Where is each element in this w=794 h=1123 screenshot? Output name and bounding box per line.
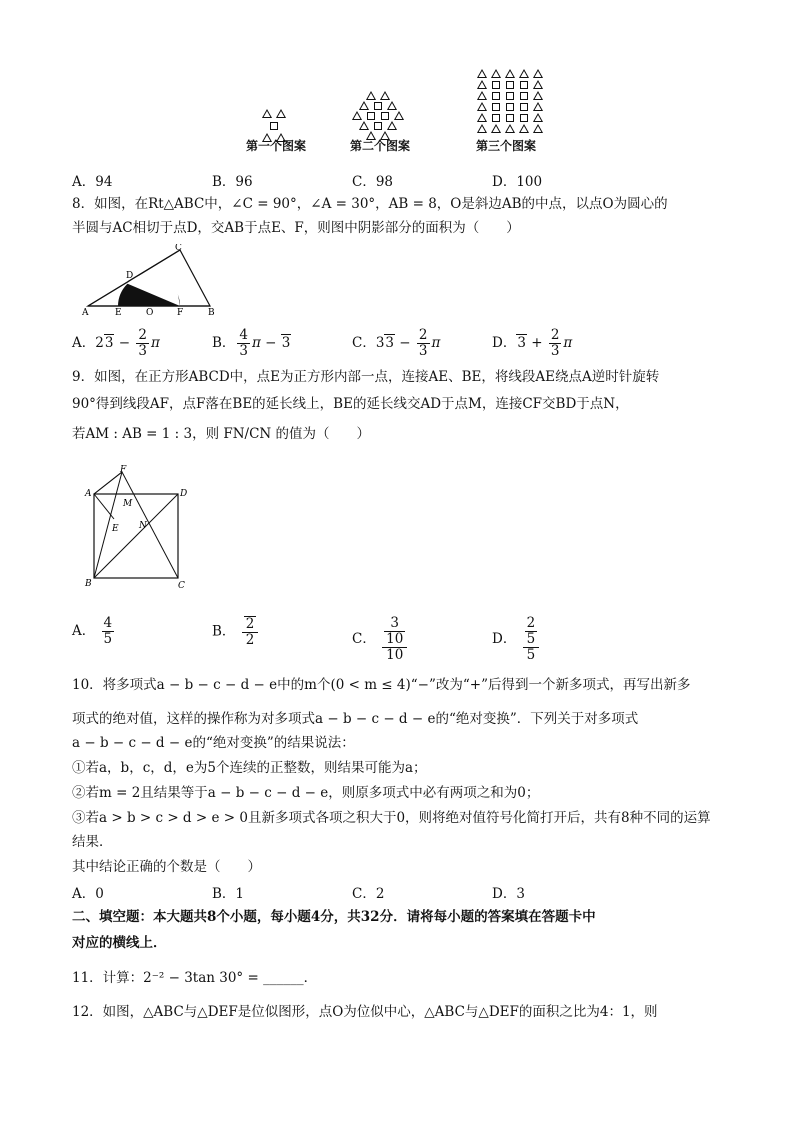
q8-label-d: D — [126, 271, 134, 281]
q8-label-b: B — [208, 308, 215, 316]
q7-option-d: D．100 — [492, 174, 543, 190]
q10-stem-line2: 项式的绝对值，这样的操作称为对多项式a − b − c − d − e的“绝对变换”．下列关于对多项式 — [72, 711, 639, 727]
q10-question: 其中结论正确的个数是（ ） — [72, 859, 261, 875]
q10-option-a: A．0 — [72, 886, 104, 902]
q9-label-d: D — [180, 489, 188, 499]
q8-option-c: C．33 − $\frac{2}{3}$ π — [352, 327, 441, 359]
q8-label-f: F — [177, 308, 184, 316]
q7-option-a: A．94 — [72, 174, 113, 190]
pattern-2 — [353, 92, 403, 140]
q9-label-m: M — [123, 499, 133, 509]
section2-heading-line1: 二、填空题：本大题共8个小题，每小题4分，共32分．请将每小题的答案填在答题卡中 — [72, 909, 596, 925]
q8-stem-line2: 半圆与AC相切于点D，交AB于点E、F，则图中阴影部分的面积为（ ） — [72, 220, 520, 236]
q8-stem-line1: 8．如图，在Rt△ABC中，∠C = 90°，∠A = 30°，AB = 8，O是斜边AB的中点，以点O为圆心的 — [72, 196, 668, 212]
q9-label-e: E — [112, 524, 119, 534]
q12-text: 12．如图，△ABC与△DEF是位似图形，点O为位似中心，△ABC与△DEF的面积之比为4：1，则 — [72, 1004, 658, 1020]
q10-stem-line3: a − b − c − d − e的“绝对变换”的结果说法： — [72, 735, 355, 751]
pattern-3 — [478, 70, 542, 133]
q8-option-d: D．3 + $\frac{2}{3}$ π — [492, 327, 573, 359]
pattern-label-3: 第三个图案 — [476, 139, 537, 153]
q9-option-b: B． $\frac{2}{2}$ — [212, 616, 260, 648]
q10-statement-1: ①若a，b，c，d，e为5个连续的正整数，则结果可能为a； — [72, 760, 427, 776]
q9-label-n: N — [139, 521, 147, 531]
q10-option-c: C．2 — [352, 886, 385, 902]
q9-label-b: B — [85, 579, 92, 589]
q10-statement-3b: 结果． — [72, 834, 113, 850]
q11-text: 11．计算：2⁻² − 3tan 30° = ______． — [72, 970, 318, 986]
q8-label-o: O — [146, 308, 154, 316]
q10-option-d: D．3 — [492, 886, 525, 902]
q9-option-c: C． 3 10 10 — [352, 616, 409, 663]
q9-option-a: A． $\frac{4}{5}$ — [72, 615, 113, 647]
q8-label-a: A — [82, 308, 89, 316]
q7-option-c: C．98 — [352, 174, 394, 190]
q8-option-b: B． $\frac{4}{3}$ π − 3 — [212, 327, 291, 359]
q9-stem-line3: 若AM : AB = 1 : 3，则 FN/CN 的值为（ ） — [72, 426, 371, 442]
q9-figure — [84, 464, 194, 592]
q10-statement-3a: ③若a > b > c > d > e > 0且新多项式各项之积大于0，则将绝对值符号化简打开后，共有8种不同的运算 — [72, 810, 711, 826]
q9-label-a: A — [85, 489, 92, 499]
q9-option-d: D． 2 5 5 — [492, 616, 541, 663]
q8-figure — [80, 244, 220, 316]
q9-label-f: F — [120, 465, 127, 475]
q9-stem-line1: 9．如图，在正方形ABCD中，点E为正方形内部一点，连接AE、BE，将线段AE绕点A逆时针旋转 — [72, 369, 660, 385]
q8-label-c: C — [175, 244, 182, 253]
q10-stem-line1: 10．将多项式a − b − c − d − e中的m个(0 < m ≤ 4)“−”改为“+”后得到一个新多项式，再写出新多 — [72, 677, 691, 693]
q10-option-b: B．1 — [212, 886, 245, 902]
q8-option-a: A．23 − $\frac{2}{3}$ π — [72, 327, 160, 359]
section2-heading-line2: 对应的横线上． — [72, 935, 167, 951]
q9-stem-line2: 90°得到线段AF，点F落在BE的延长线上，BE的延长线交AD于点M，连接CF交BD于点N， — [72, 396, 629, 412]
q8-label-e: E — [115, 308, 122, 316]
q7-option-b: B．96 — [212, 174, 253, 190]
q9-label-c: C — [178, 581, 185, 591]
pattern-label-2: 第二个图案 — [350, 139, 411, 153]
pattern-label-1: 第一个图案 — [246, 139, 307, 153]
q10-statement-2: ②若m = 2且结果等于a − b − c − d − e，则原多项式中必有两项之和为0； — [72, 785, 540, 801]
